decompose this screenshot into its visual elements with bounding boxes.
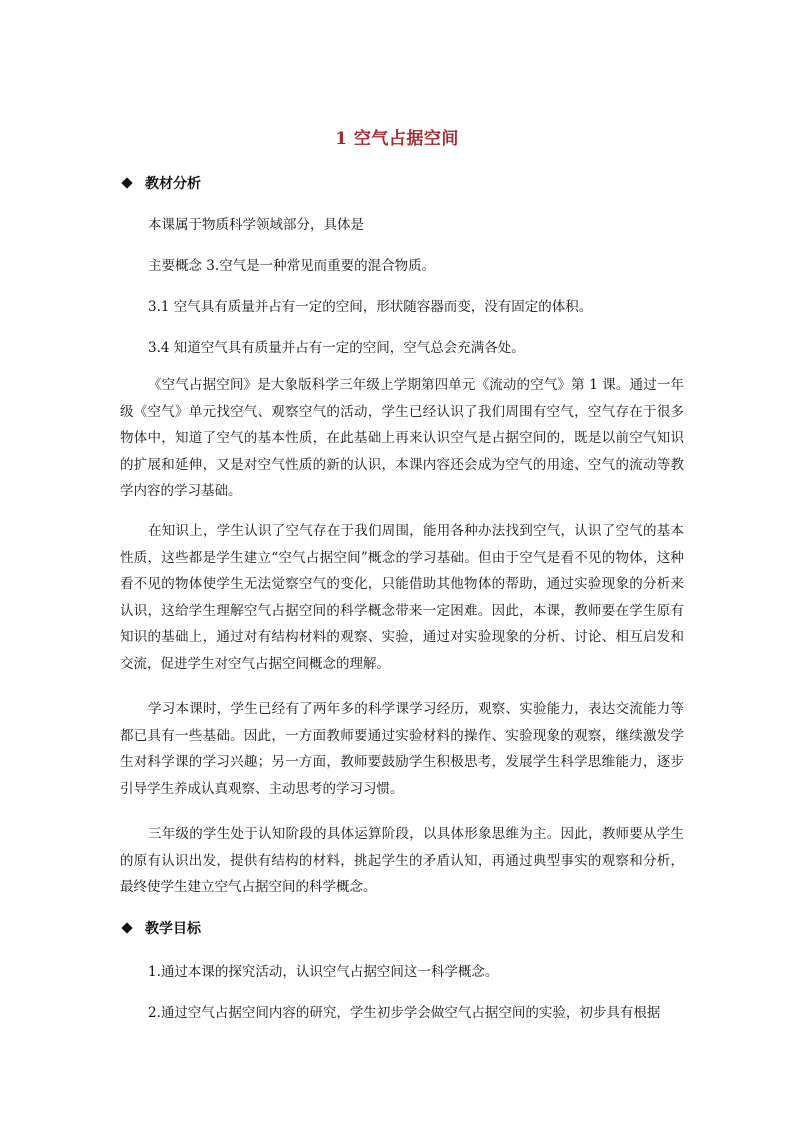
diamond-bullet-icon <box>121 922 132 933</box>
body-line: 本课属于物质科学领域部分，具体是 <box>148 217 364 233</box>
section-heading-teaching-objectives <box>120 918 201 938</box>
body-paragraph: 学习本课时，学生已经有了两年多的科学课学习经历，观察、实验能力，表达交流能力等都已具有一些基础。因此，一方面教师要通过实验材料的操作、实验现象的观察，继续激发学生对科学课的学习兴趣；另一方面，教师要鼓励学生积极思考，发展学生科学思维能力，逐步引导学生养成认真观察、主动思考的学习习惯。 <box>120 701 684 797</box>
body-line: 1.通过本课的探究活动，认识空气占据空间这一科学概念。 <box>148 964 499 980</box>
body-paragraph: 《空气占据空间》是大象版科学三年级上学期第四单元《流动的空气》第 1 课。通过一年级《空气》单元找空气、观察空气的活动，学生已经认识了我们周围有空气，空气存在于很多物体中，知道了空气的基本性质，在此基础上再来认识空气是占据空间的，既是以前空气知识的扩展和延伸，又是对空气性质的新的认识，本课内容还会成为空气的用途、空气的流动等教学内容的学习基础。 <box>120 377 684 499</box>
body-line: 主要概念 3.空气是一种常见而重要的混合物质。 <box>148 258 436 274</box>
body-paragraph: 在知识上，学生认识了空气存在于我们周围，能用各种办法找到空气，认识了空气的基本性质，这些都是学生建立“空气占据空间”概念的学习基础。但由于空气是看不见的物体，这种看不见的物体使学生无法觉察空气的变化，只能借助其他物体的帮助，通过实验现象的分析来认识，这给学生理解空气占据空间的科学概念带来一定困难。因此，本课，教师要在学生原有知识的基础上，通过对有结构材料的观察、实验，通过对实验现象的分析、讨论、相互启发和交流，促进学生对空气占据空间概念的理解。 <box>120 523 684 672</box>
body-line: 2.通过空气占据空间内容的研究，学生初步学会做空气占据空间的实验，初步具有根据 <box>148 1005 661 1021</box>
body-line: 3.4 知道空气具有质量并占有一定的空间，空气总会充满各处。 <box>148 340 525 356</box>
section-heading-label: 教学目标 <box>145 921 201 937</box>
diamond-bullet-icon <box>121 177 132 188</box>
section-heading-label: 教材分析 <box>145 176 201 192</box>
page-title: 1 空气占据空间 <box>335 129 459 149</box>
body-line: 3.1 空气具有质量并占有一定的空间，形状随容器而变，没有固定的体积。 <box>148 299 593 315</box>
body-paragraph: 三年级的学生处于认知阶段的具体运算阶段，以具体形象思维为主。因此，教师要从学生的原有认识出发，提供有结构的材料，挑起学生的矛盾认知，再通过典型事实的观察和分析，最终使学生建立空气占据空间的科学概念。 <box>120 826 684 895</box>
section-heading-textbook-analysis <box>120 173 201 193</box>
